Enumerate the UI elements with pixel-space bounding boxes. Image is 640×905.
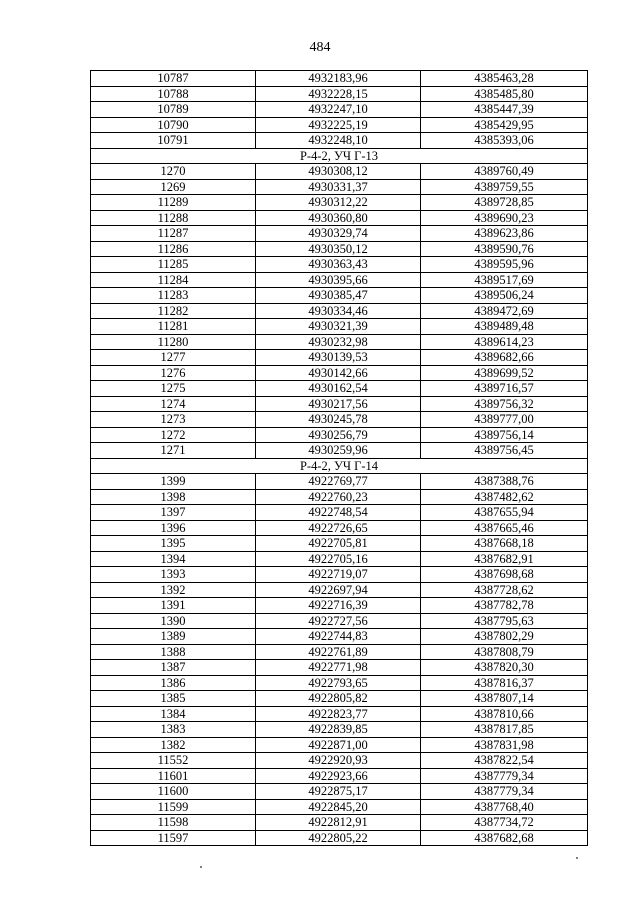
point-number-cell: 11552 [91, 753, 256, 769]
x-coordinate-cell: 4930395,66 [256, 272, 421, 288]
y-coordinate-cell: 4385393,06 [421, 133, 588, 149]
x-coordinate-cell: 4930259,96 [256, 443, 421, 459]
x-coordinate-cell: 4922769,77 [256, 474, 421, 490]
point-number-cell: 10791 [91, 133, 256, 149]
point-number-cell: 1397 [91, 505, 256, 521]
point-number-cell: 1396 [91, 520, 256, 536]
x-coordinate-cell: 4930217,56 [256, 396, 421, 412]
y-coordinate-cell: 4389756,14 [421, 427, 588, 443]
table-row [91, 815, 588, 831]
table-row [91, 613, 588, 629]
table-row [91, 660, 588, 676]
y-coordinate-cell: 4387682,91 [421, 551, 588, 567]
point-number-cell: 11601 [91, 768, 256, 784]
point-number-cell: 11599 [91, 799, 256, 815]
table-row [91, 396, 588, 412]
table-row [91, 582, 588, 598]
x-coordinate-cell: 4930312,22 [256, 195, 421, 211]
x-coordinate-cell: 4930142,66 [256, 365, 421, 381]
y-coordinate-cell: 4389699,52 [421, 365, 588, 381]
point-number-cell: 11289 [91, 195, 256, 211]
point-number-cell: 1382 [91, 737, 256, 753]
x-coordinate-cell: 4922923,66 [256, 768, 421, 784]
coordinates-table [90, 70, 588, 846]
y-coordinate-cell: 4389595,96 [421, 257, 588, 273]
table-row [91, 179, 588, 195]
x-coordinate-cell: 4930363,43 [256, 257, 421, 273]
table-row [91, 675, 588, 691]
table-row [91, 520, 588, 536]
y-coordinate-cell: 4389614,23 [421, 334, 588, 350]
point-number-cell: 1387 [91, 660, 256, 676]
table-row [91, 629, 588, 645]
point-number-cell: 1272 [91, 427, 256, 443]
table-row [91, 706, 588, 722]
point-number-cell: 11286 [91, 241, 256, 257]
point-number-cell: 10788 [91, 86, 256, 102]
x-coordinate-cell: 4930385,47 [256, 288, 421, 304]
y-coordinate-cell: 4387816,37 [421, 675, 588, 691]
point-number-cell: 1394 [91, 551, 256, 567]
y-coordinate-cell: 4387820,30 [421, 660, 588, 676]
x-coordinate-cell: 4922726,65 [256, 520, 421, 536]
x-coordinate-cell: 4922705,16 [256, 551, 421, 567]
y-coordinate-cell: 4385463,28 [421, 71, 588, 87]
x-coordinate-cell: 4930256,79 [256, 427, 421, 443]
y-coordinate-cell: 4385447,39 [421, 102, 588, 118]
y-coordinate-cell: 4387682,68 [421, 830, 588, 846]
point-number-cell: 1384 [91, 706, 256, 722]
point-number-cell: 1389 [91, 629, 256, 645]
point-number-cell: 1398 [91, 489, 256, 505]
point-number-cell: 11280 [91, 334, 256, 350]
x-coordinate-cell: 4922805,22 [256, 830, 421, 846]
x-coordinate-cell: 4922871,00 [256, 737, 421, 753]
table-row [91, 71, 588, 87]
table-row [91, 505, 588, 521]
section-label: Р-4-2, УЧ Г-13 [91, 148, 588, 164]
x-coordinate-cell: 4930139,53 [256, 350, 421, 366]
x-coordinate-cell: 4932183,96 [256, 71, 421, 87]
x-coordinate-cell: 4922771,98 [256, 660, 421, 676]
x-coordinate-cell: 4922748,54 [256, 505, 421, 521]
x-coordinate-cell: 4930321,39 [256, 319, 421, 335]
table-row [91, 195, 588, 211]
table-row [91, 753, 588, 769]
scan-speck [576, 857, 578, 859]
table-row [91, 133, 588, 149]
x-coordinate-cell: 4930308,12 [256, 164, 421, 180]
x-coordinate-cell: 4922812,91 [256, 815, 421, 831]
y-coordinate-cell: 4387698,68 [421, 567, 588, 583]
y-coordinate-cell: 4387795,63 [421, 613, 588, 629]
x-coordinate-cell: 4930162,54 [256, 381, 421, 397]
y-coordinate-cell: 4389777,00 [421, 412, 588, 428]
point-number-cell: 1392 [91, 582, 256, 598]
point-number-cell: 11598 [91, 815, 256, 831]
table-row [91, 241, 588, 257]
table-row [91, 257, 588, 273]
point-number-cell: 1385 [91, 691, 256, 707]
table-row [91, 536, 588, 552]
table-row [91, 737, 588, 753]
point-number-cell: 11287 [91, 226, 256, 242]
x-coordinate-cell: 4922727,56 [256, 613, 421, 629]
point-number-cell: 1269 [91, 179, 256, 195]
point-number-cell: 1275 [91, 381, 256, 397]
x-coordinate-cell: 4922845,20 [256, 799, 421, 815]
point-number-cell: 1271 [91, 443, 256, 459]
y-coordinate-cell: 4389623,86 [421, 226, 588, 242]
point-number-cell: 1383 [91, 722, 256, 738]
point-number-cell: 11600 [91, 784, 256, 800]
point-number-cell: 11283 [91, 288, 256, 304]
y-coordinate-cell: 4387779,34 [421, 784, 588, 800]
table-row [91, 567, 588, 583]
y-coordinate-cell: 4389760,49 [421, 164, 588, 180]
x-coordinate-cell: 4930350,12 [256, 241, 421, 257]
table-row [91, 474, 588, 490]
table-row [91, 288, 588, 304]
x-coordinate-cell: 4932228,15 [256, 86, 421, 102]
y-coordinate-cell: 4387668,18 [421, 536, 588, 552]
x-coordinate-cell: 4922760,23 [256, 489, 421, 505]
table-row [91, 226, 588, 242]
y-coordinate-cell: 4387655,94 [421, 505, 588, 521]
x-coordinate-cell: 4922920,93 [256, 753, 421, 769]
point-number-cell: 1277 [91, 350, 256, 366]
table-row [91, 319, 588, 335]
point-number-cell: 11281 [91, 319, 256, 335]
y-coordinate-cell: 4389506,24 [421, 288, 588, 304]
y-coordinate-cell: 4385485,80 [421, 86, 588, 102]
table-row [91, 102, 588, 118]
y-coordinate-cell: 4387779,34 [421, 768, 588, 784]
point-number-cell: 10790 [91, 117, 256, 133]
table-row [91, 722, 588, 738]
x-coordinate-cell: 4932247,10 [256, 102, 421, 118]
table-row [91, 117, 588, 133]
y-coordinate-cell: 4389472,69 [421, 303, 588, 319]
y-coordinate-cell: 4387807,14 [421, 691, 588, 707]
y-coordinate-cell: 4389756,32 [421, 396, 588, 412]
y-coordinate-cell: 4389517,69 [421, 272, 588, 288]
y-coordinate-cell: 4387388,76 [421, 474, 588, 490]
point-number-cell: 11288 [91, 210, 256, 226]
x-coordinate-cell: 4922805,82 [256, 691, 421, 707]
point-number-cell: 1388 [91, 644, 256, 660]
point-number-cell: 1270 [91, 164, 256, 180]
x-coordinate-cell: 4922875,17 [256, 784, 421, 800]
x-coordinate-cell: 4930360,80 [256, 210, 421, 226]
table-row [91, 164, 588, 180]
y-coordinate-cell: 4385429,95 [421, 117, 588, 133]
table-row [91, 210, 588, 226]
point-number-cell: 1399 [91, 474, 256, 490]
y-coordinate-cell: 4387734,72 [421, 815, 588, 831]
point-number-cell: 10789 [91, 102, 256, 118]
point-number-cell: 1395 [91, 536, 256, 552]
point-number-cell: 1391 [91, 598, 256, 614]
y-coordinate-cell: 4387808,79 [421, 644, 588, 660]
table-row [91, 551, 588, 567]
x-coordinate-cell: 4930245,78 [256, 412, 421, 428]
point-number-cell: 11285 [91, 257, 256, 273]
x-coordinate-cell: 4930334,46 [256, 303, 421, 319]
y-coordinate-cell: 4387782,78 [421, 598, 588, 614]
y-coordinate-cell: 4389590,76 [421, 241, 588, 257]
point-number-cell: 11282 [91, 303, 256, 319]
x-coordinate-cell: 4922839,85 [256, 722, 421, 738]
y-coordinate-cell: 4387665,46 [421, 520, 588, 536]
x-coordinate-cell: 4922719,07 [256, 567, 421, 583]
section-header-row [91, 148, 588, 164]
x-coordinate-cell: 4930232,98 [256, 334, 421, 350]
x-coordinate-cell: 4932225,19 [256, 117, 421, 133]
x-coordinate-cell: 4930329,74 [256, 226, 421, 242]
page-number: 484 [309, 40, 331, 55]
y-coordinate-cell: 4389690,23 [421, 210, 588, 226]
y-coordinate-cell: 4387768,40 [421, 799, 588, 815]
table-row [91, 86, 588, 102]
table-row [91, 691, 588, 707]
section-header-row [91, 458, 588, 474]
y-coordinate-cell: 4387822,54 [421, 753, 588, 769]
y-coordinate-cell: 4387831,98 [421, 737, 588, 753]
point-number-cell: 10787 [91, 71, 256, 87]
point-number-cell: 11284 [91, 272, 256, 288]
x-coordinate-cell: 4922823,77 [256, 706, 421, 722]
point-number-cell: 1273 [91, 412, 256, 428]
x-coordinate-cell: 4932248,10 [256, 133, 421, 149]
y-coordinate-cell: 4389728,85 [421, 195, 588, 211]
y-coordinate-cell: 4387810,66 [421, 706, 588, 722]
y-coordinate-cell: 4387728,62 [421, 582, 588, 598]
y-coordinate-cell: 4389756,45 [421, 443, 588, 459]
x-coordinate-cell: 4922697,94 [256, 582, 421, 598]
y-coordinate-cell: 4387482,62 [421, 489, 588, 505]
table-row [91, 412, 588, 428]
point-number-cell: 1276 [91, 365, 256, 381]
coordinates-table-body [91, 71, 588, 846]
y-coordinate-cell: 4389682,66 [421, 350, 588, 366]
table-row [91, 830, 588, 846]
x-coordinate-cell: 4922716,39 [256, 598, 421, 614]
point-number-cell: 1274 [91, 396, 256, 412]
point-number-cell: 1390 [91, 613, 256, 629]
table-row [91, 443, 588, 459]
x-coordinate-cell: 4930331,37 [256, 179, 421, 195]
section-label: Р-4-2, УЧ Г-14 [91, 458, 588, 474]
table-row [91, 365, 588, 381]
table-row [91, 272, 588, 288]
x-coordinate-cell: 4922761,89 [256, 644, 421, 660]
table-row [91, 303, 588, 319]
table-row [91, 334, 588, 350]
table-row [91, 350, 588, 366]
table-row [91, 598, 588, 614]
point-number-cell: 1386 [91, 675, 256, 691]
table-row [91, 489, 588, 505]
point-number-cell: 1393 [91, 567, 256, 583]
x-coordinate-cell: 4922744,83 [256, 629, 421, 645]
table-row [91, 768, 588, 784]
table-row [91, 381, 588, 397]
scan-speck [200, 866, 202, 868]
y-coordinate-cell: 4389489,48 [421, 319, 588, 335]
table-row [91, 799, 588, 815]
y-coordinate-cell: 4387817,85 [421, 722, 588, 738]
y-coordinate-cell: 4389759,55 [421, 179, 588, 195]
x-coordinate-cell: 4922705,81 [256, 536, 421, 552]
x-coordinate-cell: 4922793,65 [256, 675, 421, 691]
table-row [91, 644, 588, 660]
table-row [91, 784, 588, 800]
y-coordinate-cell: 4389716,57 [421, 381, 588, 397]
point-number-cell: 11597 [91, 830, 256, 846]
y-coordinate-cell: 4387802,29 [421, 629, 588, 645]
table-row [91, 427, 588, 443]
